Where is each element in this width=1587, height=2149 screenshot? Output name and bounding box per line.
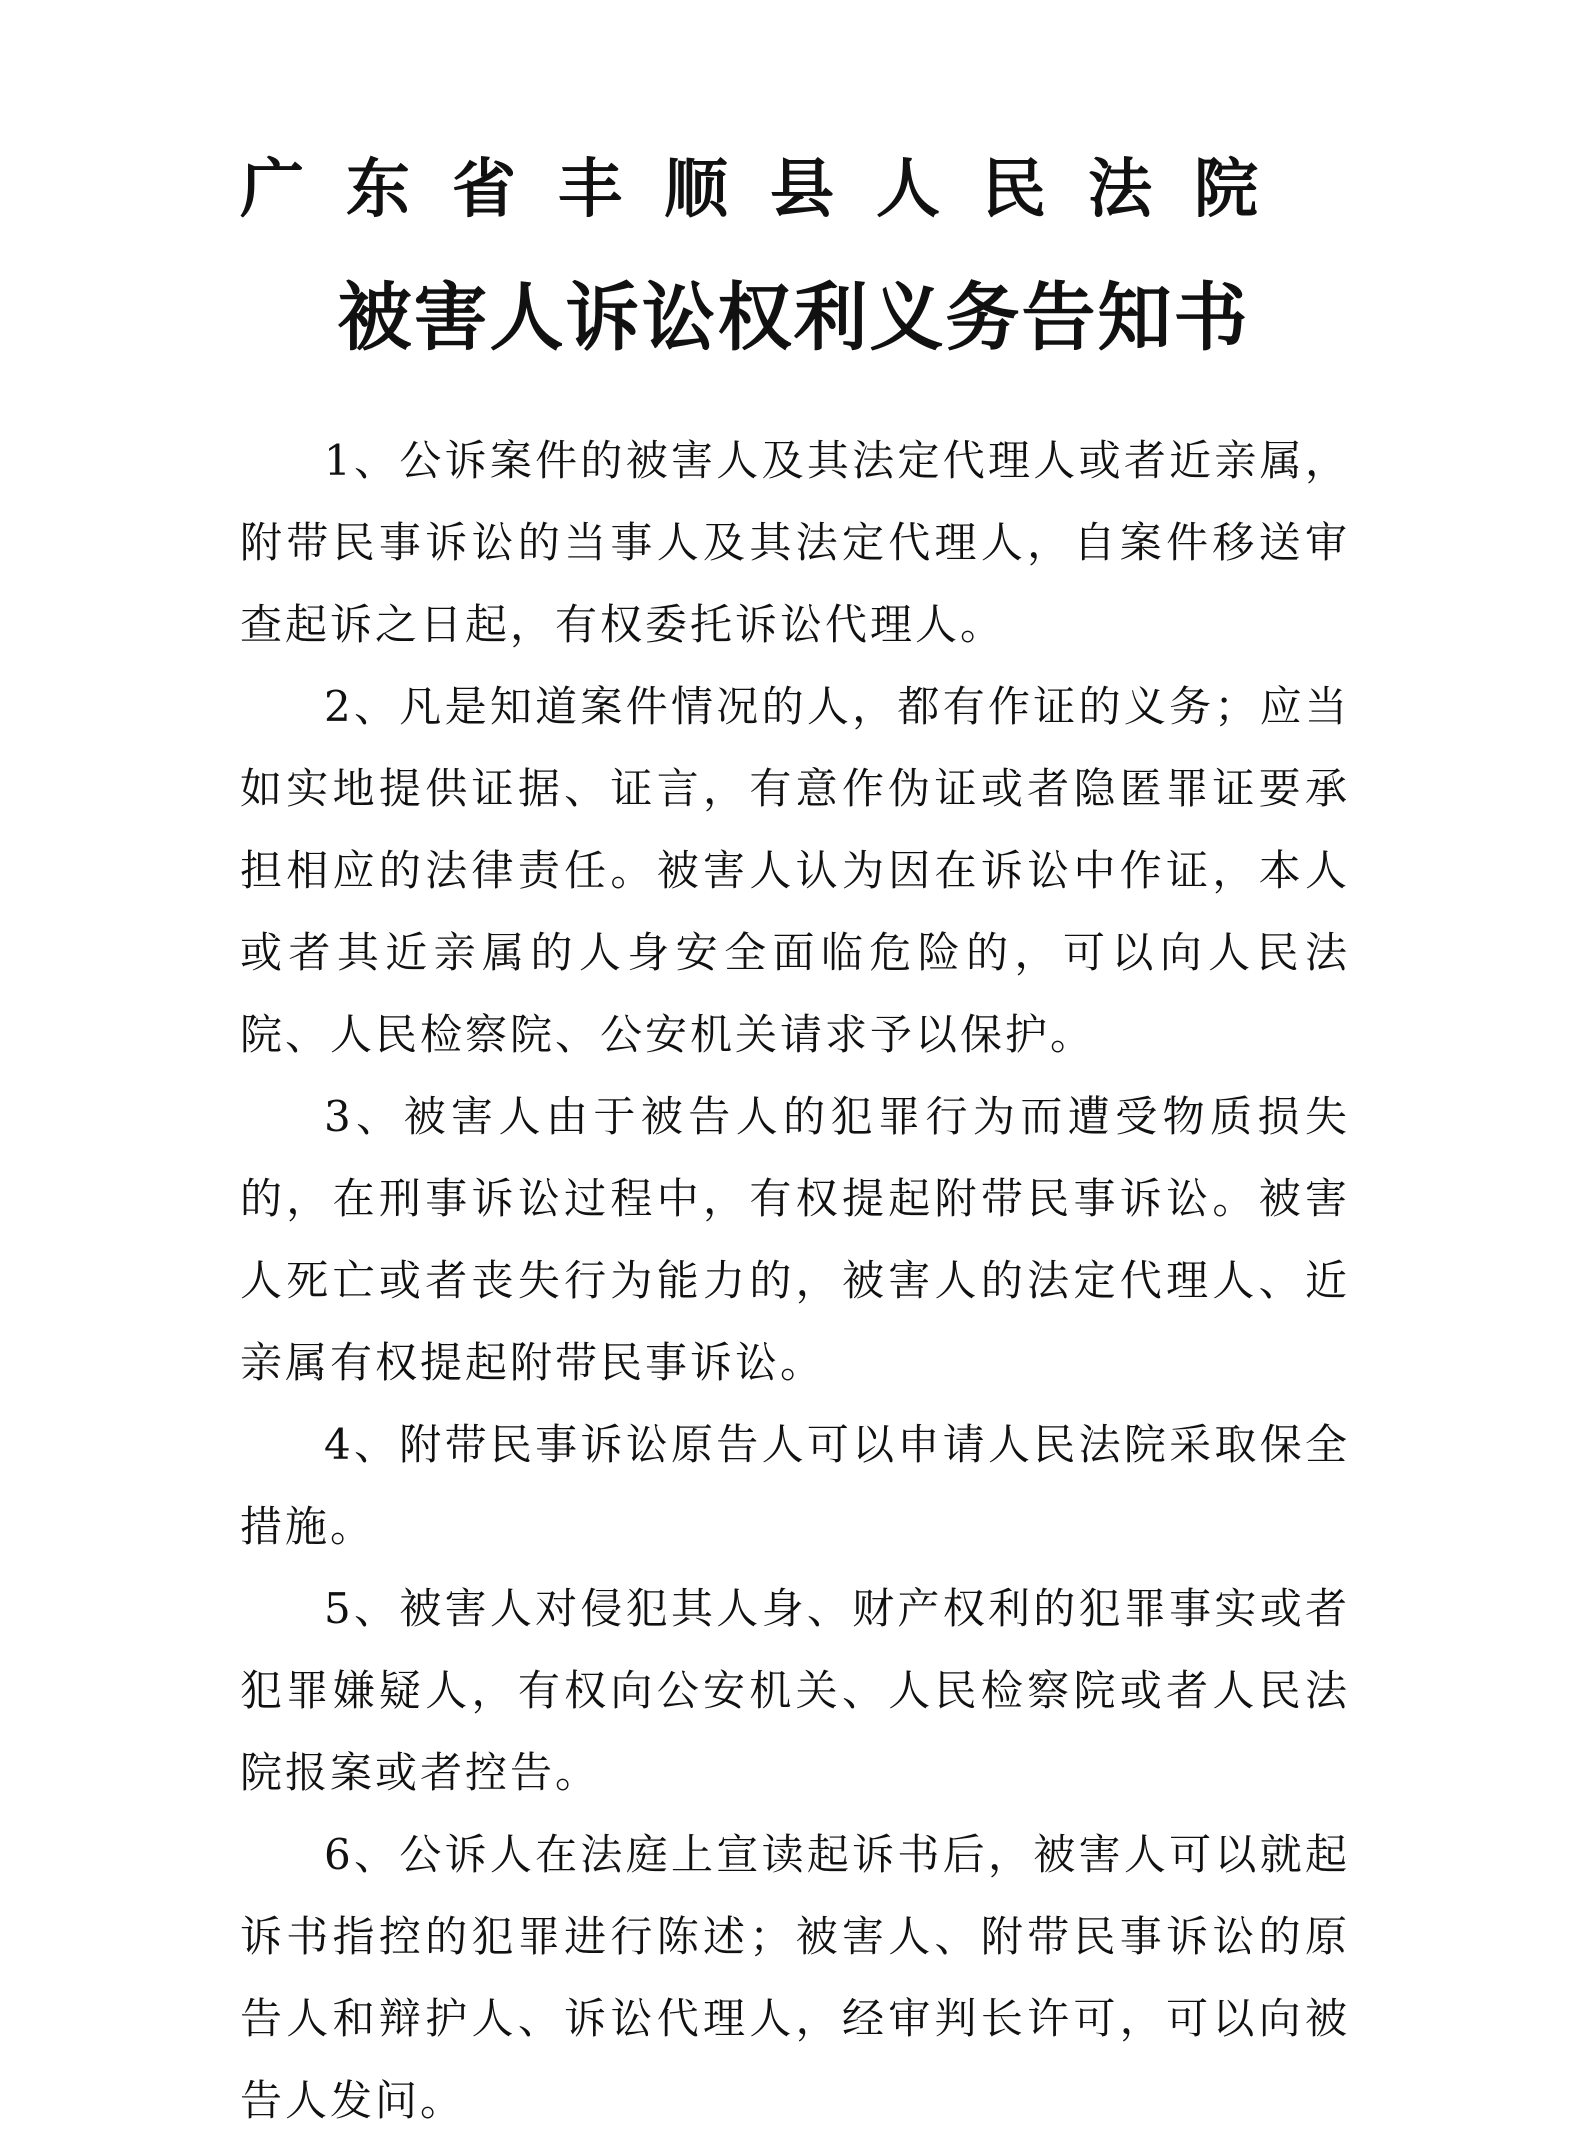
document-title: 被害人诉讼权利义务告知书	[337, 275, 1250, 361]
paragraph-3: 3、被害人由于被告人的犯罪行为而遭受物质损失的，在刑事诉讼过程中，有权提起附带民事诉讼。被害人死亡或者丧失行为能力的，被害人的法定代理人、近亲属有权提起附带民事诉讼。	[240, 1092, 1350, 1387]
paragraph-5: 5、被害人对侵犯其人身、财产权利的犯罪事实或者犯罪嫌疑人，有权向公安机关、人民检察院或者人民法院报案或者控告。	[240, 1584, 1350, 1797]
paragraph-6: 6、公诉人在法庭上宣读起诉书后，被害人可以就起诉书指控的犯罪进行陈述；被害人、附带民事诉讼的原告人和辩护人、诉讼代理人，经审判长许可，可以向被告人发问。	[240, 1830, 1350, 2125]
paragraph-1: 1、公诉案件的被害人及其法定代理人或者近亲属，附带民事诉讼的当事人及其法定代理人，自案件移送审查起诉之日起，有权委托诉讼代理人。	[240, 436, 1350, 649]
court-name: 广东省丰顺县人民法院	[240, 153, 1300, 227]
paragraph-2: 2、凡是知道案件情况的人，都有作证的义务；应当如实地提供证据、证言，有意作伪证或者隐匿罪证要承担相应的法律责任。被害人认为因在诉讼中作证，本人或者其近亲属的人身安全面临危险的，可以向人民法院、人民检察院、公安机关请求予以保护。	[240, 682, 1350, 1059]
document-body	[240, 420, 1350, 2142]
paragraph-4: 4、附带民事诉讼原告人可以申请人民法院采取保全措施。	[240, 1420, 1350, 1551]
